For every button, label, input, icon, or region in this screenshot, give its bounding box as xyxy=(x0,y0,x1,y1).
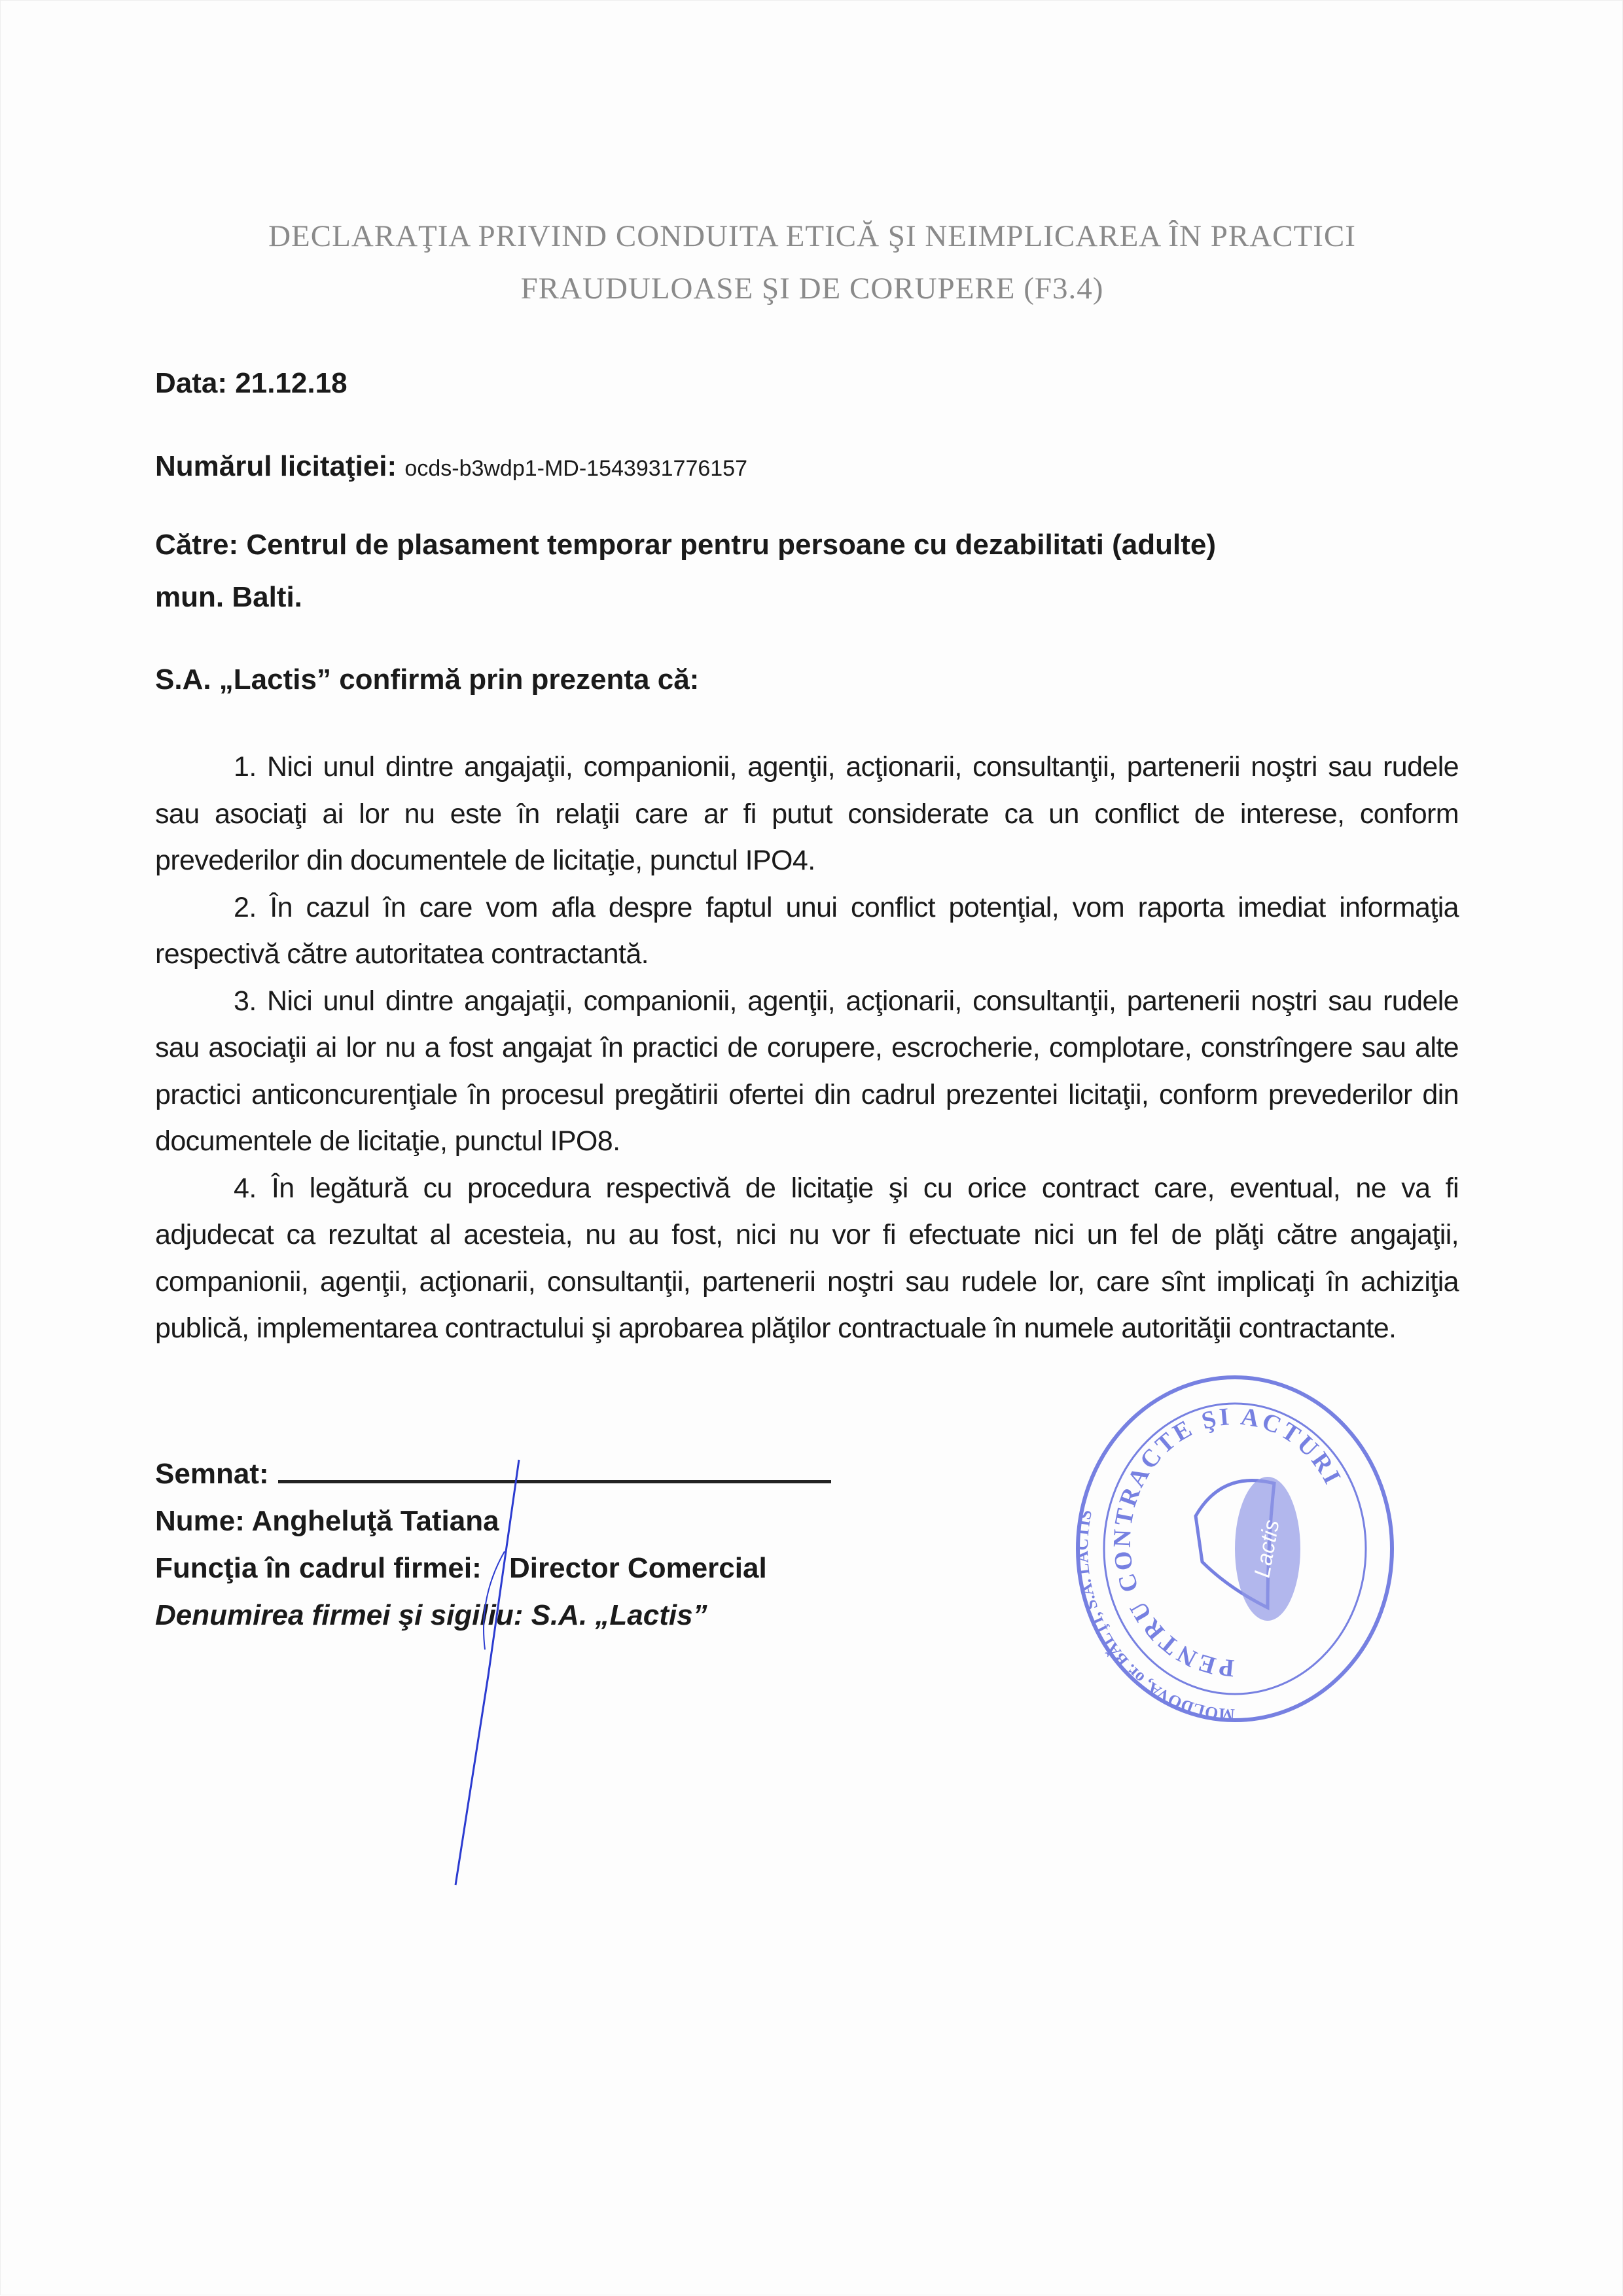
date-field: Data: 21.12.18 xyxy=(155,367,348,399)
declaration-item: 3. Nici unul dintre angajaţii, companionii, agenţii, acţionarii, consultanţii, partenerii noştri sau rudele sau asociaţii ai lor nu a fost angajat în practici de corupere, escrocherie, complotare, constrîngere sau alte practici anticoncurenţiale în procesul pregătirii ofertei din cadrul prezentei licitaţii, conform prevederilor din documentele de licitaţie, punctul IPO8. xyxy=(155,985,1459,1157)
title-line-1: DECLARAŢIA PRIVIND CONDUITA ETICĂ ŞI NEIMPLICAREA ÎN PRACTICI xyxy=(268,219,1356,253)
company-stamp xyxy=(1071,1372,1399,1725)
declaration-items xyxy=(155,744,1459,1352)
intro-statement: S.A. „Lactis” confirmă prin prezenta că: xyxy=(155,663,700,696)
recipient-city: mun. Balti. xyxy=(155,581,302,613)
tender-number-field: Numărul licitaţiei: ocds-b3wdp1-MD-1543931776157 xyxy=(155,450,748,482)
document-title xyxy=(132,210,1493,315)
svg-text:MOLDOVA, or. BĂLŢI, S.A. LACTI: MOLDOVA, or. BĂLŢI, S.A. LACTIS xyxy=(1072,1508,1236,1724)
name-field: Nume: Angheluţă Tatiana xyxy=(155,1504,499,1537)
svg-text:Lactis: Lactis xyxy=(1249,1517,1285,1580)
declaration-item: 1. Nici unul dintre angajaţii, companionii, agenţii, acţionarii, consultanţii, partenerii noştri sau rudele sau asociaţi ai lor nu este în relaţii care ar fi putut considerate ca un conflict de interese, conform prevederilor din documentele de licitaţie, punctul IPO4. xyxy=(155,751,1459,876)
signature-block xyxy=(155,1402,1459,1724)
declaration-item: 4. În legătură cu procedura respectivă de licitaţie şi cu orice contract care, eventual, ne va fi adjudecat ca rezultat al acesteia, nu au fost, nici nu vor fi efectuate nici un fel de plăţi către angajaţii, companionii, agenţii, acţionarii, consultanţii, partenerii noştri sau rudele lor, care sînt implicaţi în achiziţia publică, implementarea contractului şi aprobarea plăţilor contractuale în numele autorităţii contractante. xyxy=(155,1172,1459,1344)
signed-field: Semnat: xyxy=(155,1451,1459,1498)
function-field: Funcţia în cadrul firmei: Director Comercial xyxy=(155,1551,767,1584)
declaration-item: 2. În cazul în care vom afla despre faptul unui conflict potenţial, vom raporta imediat informaţia respectivă către autoritatea contractantă. xyxy=(155,891,1459,970)
svg-text:PENTRU CONTRACTE ŞI ACTURI: PENTRU CONTRACTE ŞI ACTURI xyxy=(1108,1402,1347,1682)
recipient-field: Către: Centrul de plasament temporar pentru persoane cu dezabilitati (adulte) xyxy=(155,529,1216,561)
signature-line xyxy=(278,1460,831,1483)
document-body xyxy=(155,744,1459,1724)
title-line-2: FRAUDULOASE ŞI DE CORUPERE (F3.4) xyxy=(520,272,1104,306)
company-field: Denumirea firmei şi sigiliu: S.A. „Lactis” xyxy=(155,1598,707,1631)
